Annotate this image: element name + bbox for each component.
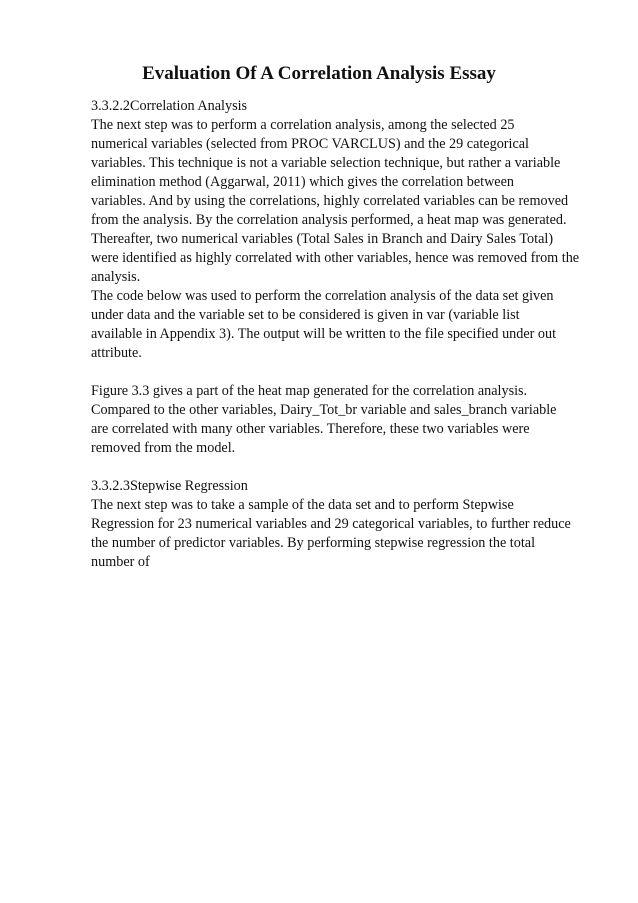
paragraph-line: variables. And by using the correlations, highly correlated variables can be removed xyxy=(91,193,569,209)
paragraph-spacer xyxy=(91,458,601,477)
paragraph-line: variables. This technique is not a variable selection technique, but rather a variable xyxy=(91,155,561,171)
paragraph-line: were identified as highly correlated with other variables, hence was removed from the xyxy=(91,250,580,266)
section-heading-stepwise: 3.3.2.3Stepwise Regression xyxy=(91,478,248,494)
paragraph-line: elimination method (Aggarwal, 2011) which gives the correlation between xyxy=(91,174,514,190)
paragraph-line: analysis. xyxy=(91,269,141,285)
paragraph-line: number of xyxy=(91,554,150,570)
paragraph-line: Thereafter, two numerical variables (Total Sales in Branch and Dairy Sales Total) xyxy=(91,231,554,247)
paragraph-line: numerical variables (selected from PROC VARCLUS) and the 29 categorical xyxy=(91,136,529,152)
paragraph-line: The next step was to perform a correlation analysis, among the selected 25 xyxy=(91,117,515,133)
paragraph-line: Compared to the other variables, Dairy_Tot_br variable and sales_branch variable xyxy=(91,402,557,418)
section-heading-correlation: 3.3.2.2Correlation Analysis xyxy=(91,98,248,114)
paragraph-line: under data and the variable set to be considered is given in var (variable list xyxy=(91,307,520,323)
paragraph-line: Figure 3.3 gives a part of the heat map generated for the correlation analysis. xyxy=(91,383,528,399)
paragraph-line: the number of predictor variables. By performing stepwise regression the total xyxy=(91,535,536,551)
paragraph-spacer xyxy=(91,363,601,382)
document-body xyxy=(91,97,601,572)
document-title: Evaluation Of A Correlation Analysis Essay xyxy=(142,63,496,84)
paragraph-line: from the analysis. By the correlation analysis performed, a heat map was generated. xyxy=(91,212,567,228)
paragraph-line: Regression for 23 numerical variables and 29 categorical variables, to further reduce xyxy=(91,516,571,532)
paragraph-line: attribute. xyxy=(91,345,142,361)
paragraph-line: The code below was used to perform the correlation analysis of the data set given xyxy=(91,288,554,304)
paragraph-line: available in Appendix 3). The output will be written to the file specified under out xyxy=(91,326,557,342)
paragraph-line: The next step was to take a sample of the data set and to perform Stepwise xyxy=(91,497,514,513)
paragraph-line: removed from the model. xyxy=(91,440,236,456)
paragraph-line: are correlated with many other variables. Therefore, these two variables were xyxy=(91,421,530,437)
